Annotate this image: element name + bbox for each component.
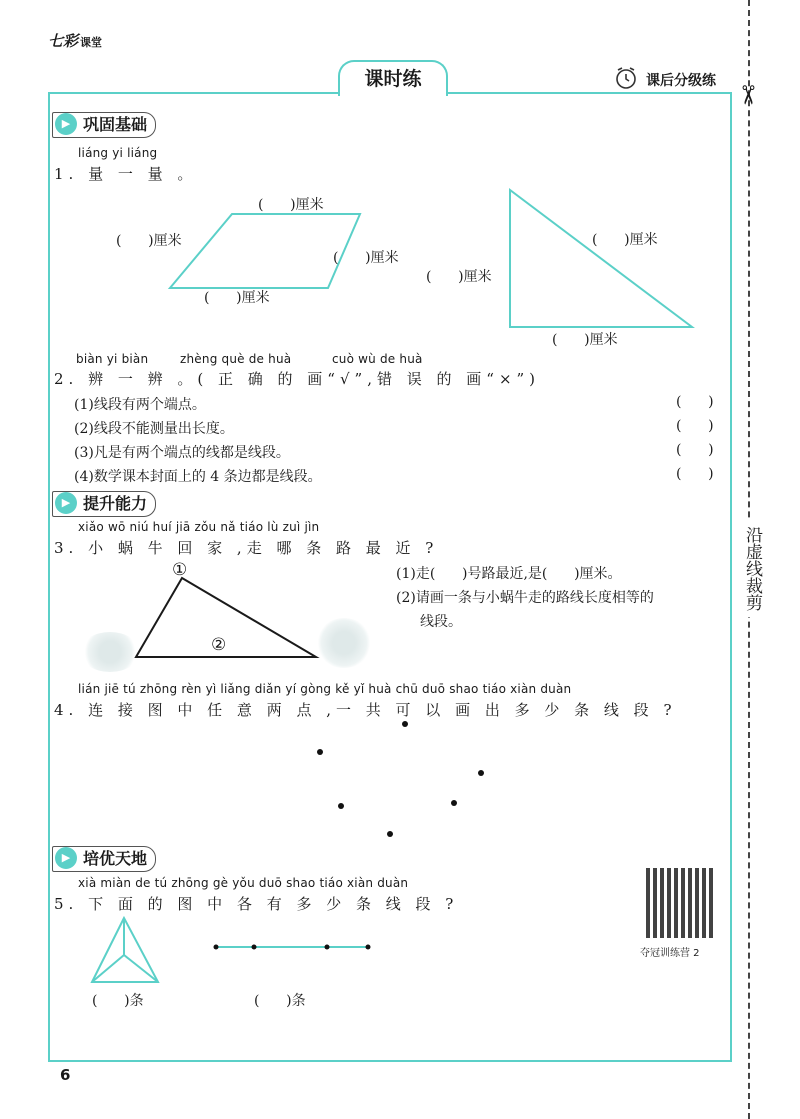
- play-icon: ▶: [55, 113, 77, 135]
- dot: [402, 721, 408, 727]
- q1-pinyin: liáng yi liáng: [78, 146, 158, 160]
- q2-item-3: (3)凡是有两个端点的线都是线段。: [74, 445, 290, 461]
- q2-item-4: (4)数学课本封面上的 4 条边都是线段。: [74, 469, 322, 485]
- q3-pinyin: xiǎo wō niú huí jiā zǒu nǎ tiáo lù zuì jìn: [78, 520, 320, 534]
- dot: [317, 749, 323, 755]
- play-icon: ▶: [55, 492, 77, 514]
- parallelogram-right-blank[interactable]: ( )厘米: [333, 250, 399, 266]
- q2-pinyin-1: biàn yi biàn: [76, 352, 149, 366]
- q2-answer-3[interactable]: ( ): [676, 442, 714, 458]
- triangle-bottom-blank[interactable]: ( )厘米: [552, 332, 618, 348]
- q2-answer-2[interactable]: ( ): [676, 418, 714, 434]
- q2-item-2: (2)线段不能测量出长度。: [74, 421, 234, 437]
- section-title: 培优天地: [83, 849, 148, 868]
- play-icon: ▶: [55, 847, 77, 869]
- route-2-label: ②: [211, 635, 227, 655]
- dot-cluster: [317, 721, 484, 837]
- dot: [338, 803, 344, 809]
- triangle-hypotenuse-blank[interactable]: ( )厘米: [592, 232, 658, 248]
- q2-pinyin-2: zhèng què de huà: [180, 352, 292, 366]
- triangle-with-center-figure: [92, 918, 158, 982]
- q3-text: 3. 小 蜗 牛 回 家 ,走 哪 条 路 最 近 ?: [54, 539, 439, 557]
- section-title: 巩固基础: [83, 115, 148, 134]
- q3-sub-2b: 线段。: [420, 614, 462, 630]
- q5-pinyin: xià miàn de tú zhōng gè yǒu duō shao tiáo xiàn duàn: [78, 876, 409, 890]
- parallelogram-bottom-blank[interactable]: ( )厘米: [204, 290, 270, 306]
- parallelogram-shape: [170, 214, 360, 288]
- points-on-line-figure: [214, 945, 371, 950]
- q4-text: 4. 连 接 图 中 任 意 两 点 ,一 共 可 以 画 出 多 少 条 线 段 ?: [54, 701, 677, 719]
- brand-sub: 课堂: [80, 36, 103, 49]
- brand-name: 七彩: [48, 32, 79, 50]
- q2-answer-1[interactable]: ( ): [676, 394, 714, 410]
- q1-text: 1. 量 一 量 。: [54, 165, 198, 183]
- triangle-left-blank[interactable]: ( )厘米: [426, 269, 492, 285]
- q2-pinyin-3: cuò wù de huà: [332, 352, 423, 366]
- dot: [451, 800, 457, 806]
- q3-sub-1: (1)走( )号路最近,是( )厘米。: [396, 566, 622, 582]
- qr-code[interactable]: [646, 868, 716, 938]
- scissors-icon: ✂: [731, 84, 762, 106]
- dot: [387, 831, 393, 837]
- qr-caption: 夺冠训练营 2: [640, 948, 700, 959]
- section-title: 提升能力: [83, 494, 148, 513]
- q5-text: 5. 下 面 的 图 中 各 有 多 少 条 线 段 ?: [54, 895, 459, 913]
- dot: [478, 770, 484, 776]
- q2-answer-4[interactable]: ( ): [676, 466, 714, 482]
- parallelogram-left-blank[interactable]: ( )厘米: [116, 233, 182, 249]
- q3-sub-2a: (2)请画一条与小蜗牛走的路线长度相等的: [396, 590, 654, 606]
- house-decoration: [316, 618, 372, 668]
- page-number: 6: [60, 1066, 71, 1084]
- route-1-label: ①: [172, 560, 188, 580]
- shrub-decoration: [80, 632, 140, 672]
- q5-answer-line[interactable]: ( )条: [254, 993, 306, 1009]
- right-triangle-shape: [510, 190, 692, 327]
- q5-answer-triangle[interactable]: ( )条: [92, 993, 144, 1009]
- q2-text: 2. 辨 一 辨 。( 正 确 的 画“√”,错 误 的 画“×”): [54, 370, 541, 388]
- page-title: 课时练: [338, 60, 448, 96]
- cut-instruction: 沿虚线裁剪: [732, 520, 766, 617]
- q4-pinyin: lián jiē tú zhōng rèn yì liǎng diǎn yí gòng kě yǐ huà chū duō shao tiáo xiàn duàn: [78, 682, 572, 696]
- graded-practice-label: 课后分级练: [646, 73, 716, 89]
- q2-item-1: (1)线段有两个端点。: [74, 397, 206, 413]
- parallelogram-top-blank[interactable]: ( )厘米: [258, 197, 324, 213]
